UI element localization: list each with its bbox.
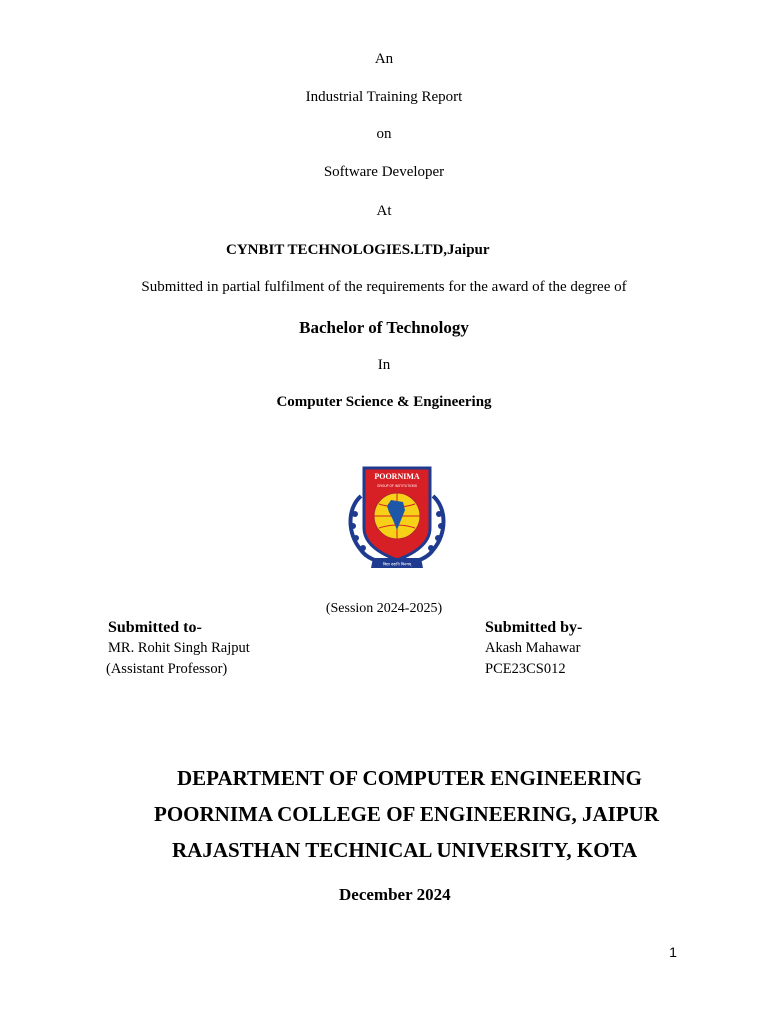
- report-type: Industrial Training Report: [305, 89, 463, 105]
- line-an: An: [374, 51, 394, 67]
- branch-name: Computer Science & Engineering: [276, 394, 492, 410]
- submitted-by-heading: Submitted by-: [485, 619, 583, 636]
- role-title: Software Developer: [323, 164, 445, 180]
- student-name: Akash Mahawar: [485, 640, 581, 656]
- page-number: 1: [669, 944, 677, 960]
- company-name: CYNBIT TECHNOLOGIES.LTD,Jaipur: [226, 242, 490, 258]
- session: (Session 2024-2025): [325, 601, 443, 616]
- university-name: RAJASTHAN TECHNICAL UNIVERSITY, KOTA: [172, 838, 638, 862]
- report-date: December 2024: [339, 885, 451, 904]
- student-roll: PCE23CS012: [485, 661, 566, 677]
- logo-sub-text: GROUP OF INSTITUTIONS: [377, 484, 417, 488]
- submitted-to-heading: Submitted to-: [108, 619, 202, 636]
- line-in: In: [377, 357, 391, 373]
- college-name: POORNIMA COLLEGE OF ENGINEERING, JAIPUR: [154, 802, 660, 826]
- logo-ribbon-text: विद्या ददाति विनयम्: [382, 561, 412, 567]
- logo-name-text: POORNIMA: [374, 472, 420, 481]
- guide-designation: (Assistant Professor): [106, 661, 228, 677]
- guide-name: MR. Rohit Singh Rajput: [108, 640, 250, 656]
- department-name: DEPARTMENT OF COMPUTER ENGINEERING: [177, 766, 642, 790]
- submission-note: Submitted in partial fulfilment of the requirements for the award of the degree of: [141, 279, 627, 295]
- degree-name: Bachelor of Technology: [299, 318, 469, 337]
- line-on: on: [376, 126, 392, 142]
- line-at: At: [376, 203, 392, 219]
- college-logo: [343, 462, 451, 574]
